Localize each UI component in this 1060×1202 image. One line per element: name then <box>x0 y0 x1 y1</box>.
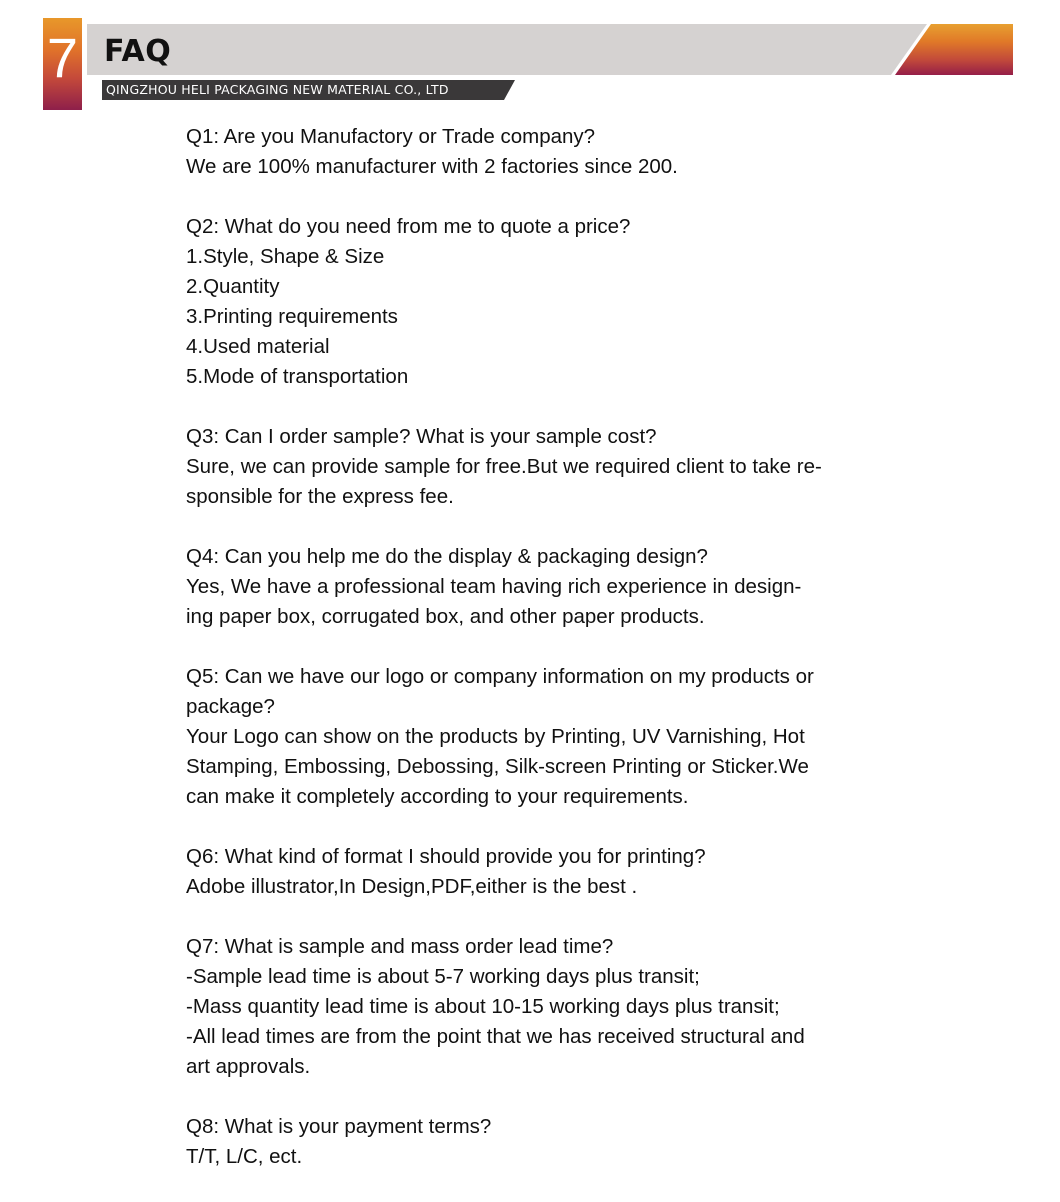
faq-item-q4 <box>186 542 866 632</box>
section-number-badge <box>43 18 82 110</box>
faq-answer-line: T/T, L/C, ect. <box>186 1145 303 1168</box>
header-gray-bar <box>87 24 927 75</box>
faq-item-q6 <box>186 842 866 902</box>
faq-answer-line: Adobe illustrator,In Design,PDF,either is the best . <box>186 875 638 898</box>
faq-answer-line: 2.Quantity <box>186 275 280 298</box>
faq-item-q1 <box>186 122 866 182</box>
page-title: FAQ <box>104 34 172 69</box>
faq-answer-line: Stamping, Embossing, Debossing, Silk-screen Printing or Sticker.We <box>186 755 809 778</box>
faq-answer-line: -Mass quantity lead time is about 10-15 working days plus transit; <box>186 995 780 1018</box>
faq-item-q3 <box>186 422 866 512</box>
faq-question: Q6: What kind of format I should provide you for printing? <box>186 845 706 868</box>
faq-answer-line: ing paper box, corrugated box, and other paper products. <box>186 605 705 628</box>
faq-answer-line: -Sample lead time is about 5-7 working days plus transit; <box>186 965 700 988</box>
company-name: QINGZHOU HELI PACKAGING NEW MATERIAL CO., LTD <box>106 82 449 97</box>
faq-question: Q7: What is sample and mass order lead time? <box>186 935 614 958</box>
faq-answer-line: We are 100% manufacturer with 2 factories since 200. <box>186 155 678 178</box>
faq-question: Q3: Can I order sample? What is your sample cost? <box>186 425 657 448</box>
faq-item-q8 <box>186 1112 866 1172</box>
faq-question: Q8: What is your payment terms? <box>186 1115 492 1138</box>
faq-answer-line: Yes, We have a professional team having rich experience in design- <box>186 575 802 598</box>
faq-question: Q2: What do you need from me to quote a price? <box>186 215 631 238</box>
faq-answer-line: 3.Printing requirements <box>186 305 398 328</box>
faq-answer-line: 5.Mode of transportation <box>186 365 409 388</box>
faq-question: Q5: Can we have our logo or company information on my products or <box>186 665 814 688</box>
faq-list <box>186 122 866 1202</box>
faq-item-q2 <box>186 212 866 392</box>
faq-item-q5 <box>186 662 866 812</box>
faq-answer-line: Your Logo can show on the products by Printing, UV Varnishing, Hot <box>186 725 805 748</box>
faq-answer-line: sponsible for the express fee. <box>186 485 454 508</box>
faq-answer-line: can make it completely according to your requirements. <box>186 785 689 808</box>
faq-question: package? <box>186 695 275 718</box>
faq-answer-line: 4.Used material <box>186 335 330 358</box>
faq-item-q7 <box>186 932 866 1082</box>
faq-answer-line: Sure, we can provide sample for free.But we required client to take re- <box>186 455 822 478</box>
faq-question: Q1: Are you Manufactory or Trade company? <box>186 125 596 148</box>
faq-answer-line: 1.Style, Shape & Size <box>186 245 385 268</box>
faq-question: Q4: Can you help me do the display & packaging design? <box>186 545 708 568</box>
faq-answer-line: -All lead times are from the point that we has received structural and <box>186 1025 805 1048</box>
faq-answer-line: art approvals. <box>186 1055 311 1078</box>
section-number: 7 <box>46 26 79 89</box>
